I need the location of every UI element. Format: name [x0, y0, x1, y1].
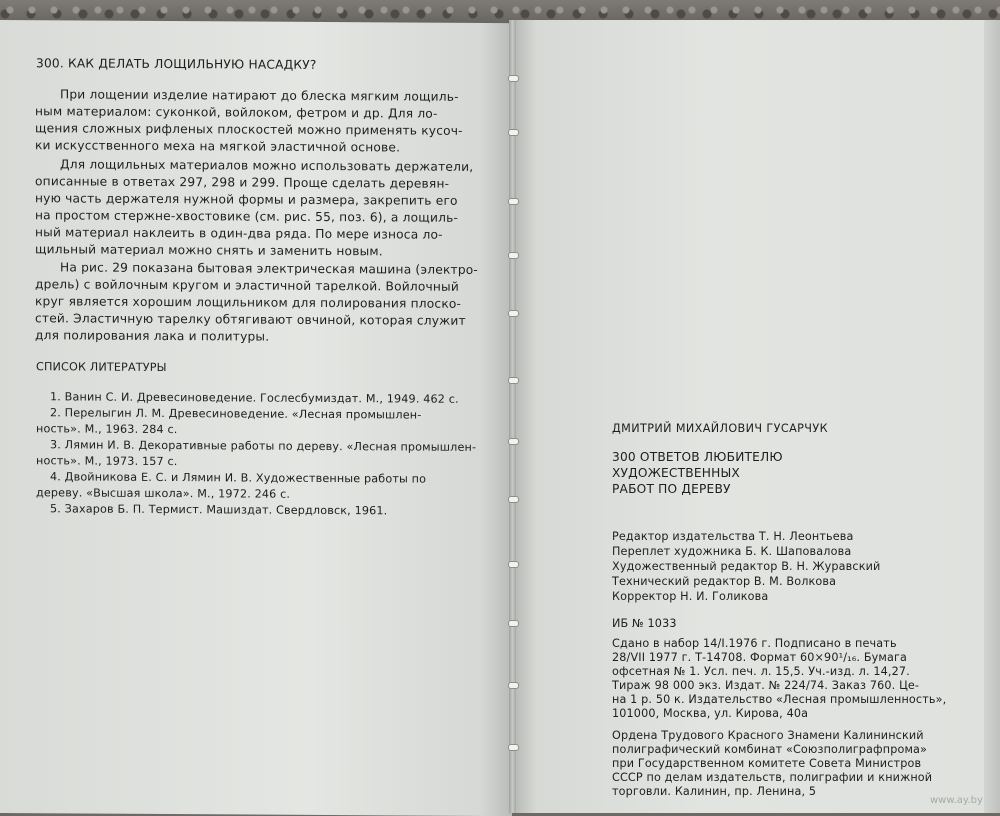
binding-stitch — [508, 129, 519, 136]
credit-line: Художественный редактор В. Н. Журавский — [612, 560, 881, 573]
printer-line: СССР по делам издательств, полиграфии и книжной — [612, 771, 933, 784]
paragraph-line: щения сложных рифленых плоскостей можно применять кусоч- — [35, 121, 463, 138]
binding-stitch — [508, 75, 519, 82]
paragraph-line: стей. Эластичную тарелку обтягивают овчиной, которая служит — [35, 311, 466, 328]
paragraph-line: ным материалом: суконкой, войлоком, фетром и др. Для ло- — [35, 104, 438, 121]
book-title-line: 300 ОТВЕТОВ ЛЮБИТЕЛЮ — [612, 450, 783, 464]
reference-line: 2. Перелыгин Л. М. Древесиноведение. «Лесная промышлен- — [50, 406, 422, 422]
binding-stitch — [508, 252, 519, 259]
printer-line: торговли. Калинин, пр. Ленина, 5 — [612, 785, 817, 798]
paragraph-line: ную часть держателя нужной формы и размера, закрепить его — [35, 191, 458, 208]
binding-stitch — [508, 561, 519, 568]
binding-stitch — [508, 496, 519, 503]
credit-line: Корректор Н. И. Голикова — [612, 590, 769, 603]
reference-line: дереву. «Высшая школа». М., 1972. 246 с. — [36, 486, 291, 501]
imprint-line: Сдано в набор 14/I.1976 г. Подписано в печать — [612, 637, 897, 650]
left-page — [0, 20, 512, 816]
printer-line: Ордена Трудового Красного Знамени Калининский — [612, 729, 924, 742]
page-edge-stack — [984, 20, 1000, 813]
imprint-line: 101000, Москва, ул. Кирова, 40а — [612, 707, 809, 720]
paragraph-line: На рис. 29 показана бытовая электрическая машина (электро- — [60, 260, 479, 277]
reference-line: 3. Лямин И. В. Декоративные работы по дереву. «Лесная промышлен- — [50, 438, 477, 454]
reference-line: ность». М., 1973. 157 с. — [36, 454, 178, 469]
book-title-line: ХУДОЖЕСТВЕННЫХ — [612, 466, 740, 480]
paragraph-line: Для лощильных материалов можно использовать держатели, — [60, 157, 474, 174]
credit-line: Технический редактор В. М. Волкова — [612, 575, 837, 588]
binding-stitch — [508, 744, 519, 751]
references-title: СПИСОК ЛИТЕРАТУРЫ — [36, 360, 167, 375]
imprint-line: на 1 р. 50 к. Издательство «Лесная промышленность», — [612, 693, 947, 706]
binding-stitch — [508, 682, 519, 689]
paragraph-line: При лощении изделие натирают до блеска мягким лощиль- — [60, 87, 459, 104]
printer-line: полиграфический комбинат «Союзполиграфпрома» — [612, 743, 928, 756]
reference-line: ность». М., 1963. 284 с. — [36, 422, 178, 437]
credit-line: Редактор издательства Т. Н. Леонтьева — [612, 530, 854, 543]
binding-stitch — [508, 620, 519, 627]
binding-stitch — [508, 310, 519, 317]
printer-line: при Государственном комитете Совета Министров — [612, 757, 922, 770]
paragraph-line: круг является хорошим лощильником для полирования плоско- — [35, 294, 462, 311]
binding-stitch — [508, 438, 519, 445]
paragraph-line: щильный материал можно снять и заменить новым. — [35, 242, 383, 259]
paragraph-line: ки искусственного меха на мягкой эластичной основе. — [35, 138, 401, 155]
reference-line: 1. Ванин С. И. Древесиноведение. Гослесбумиздат. М., 1949. 462 с. — [50, 390, 459, 406]
imprint-line: Тираж 98 000 экз. Издат. № 224/74. Заказ 760. Це- — [612, 679, 920, 692]
ib-number: ИБ № 1033 — [612, 617, 677, 630]
author-name: ДМИТРИЙ МИХАЙЛОВИЧ ГУСАРЧУК — [612, 422, 828, 435]
binding-stitch — [508, 198, 519, 205]
imprint-line: 28/VII 1977 г. Т-14708. Формат 60×90¹/₁₆. Бумага — [612, 651, 908, 664]
binding-stitch — [508, 377, 519, 384]
reference-line: 5. Захаров Б. П. Термист. Машиздат. Свердловск, 1961. — [50, 502, 388, 518]
paragraph-line: дрель) с войлочным кругом и эластичной тарелкой. Войлочный — [35, 277, 459, 294]
book-gutter — [509, 20, 516, 813]
watermark: www.ay.by — [930, 795, 983, 806]
book-title-line: РАБОТ ПО ДЕРЕВУ — [612, 482, 731, 496]
open-book-spread — [0, 20, 1000, 813]
reference-line: 4. Двойникова Е. С. и Лямин И. В. Художественные работы по — [50, 470, 427, 486]
paragraph-line: на простом стержне-хвостовике (см. рис. 55, поз. 6), а лощиль- — [35, 208, 459, 225]
paragraph-line: описанные в ответах 297, 298 и 299. Проще сделать деревян- — [35, 174, 450, 191]
section-heading: 300. КАК ДЕЛАТЬ ЛОЩИЛЬНУЮ НАСАДКУ? — [36, 56, 317, 72]
right-page — [512, 20, 1000, 813]
imprint-line: офсетная № 1. Усл. печ. л. 15,5. Уч.-изд. л. 14,27. — [612, 665, 910, 678]
paragraph-line: ный материал наклеить в один-два ряда. По мере износа ло- — [35, 225, 443, 242]
credit-line: Переплет художника Б. К. Шаповалова — [612, 545, 852, 558]
paragraph-line: для полирования лака и политуры. — [35, 328, 270, 344]
